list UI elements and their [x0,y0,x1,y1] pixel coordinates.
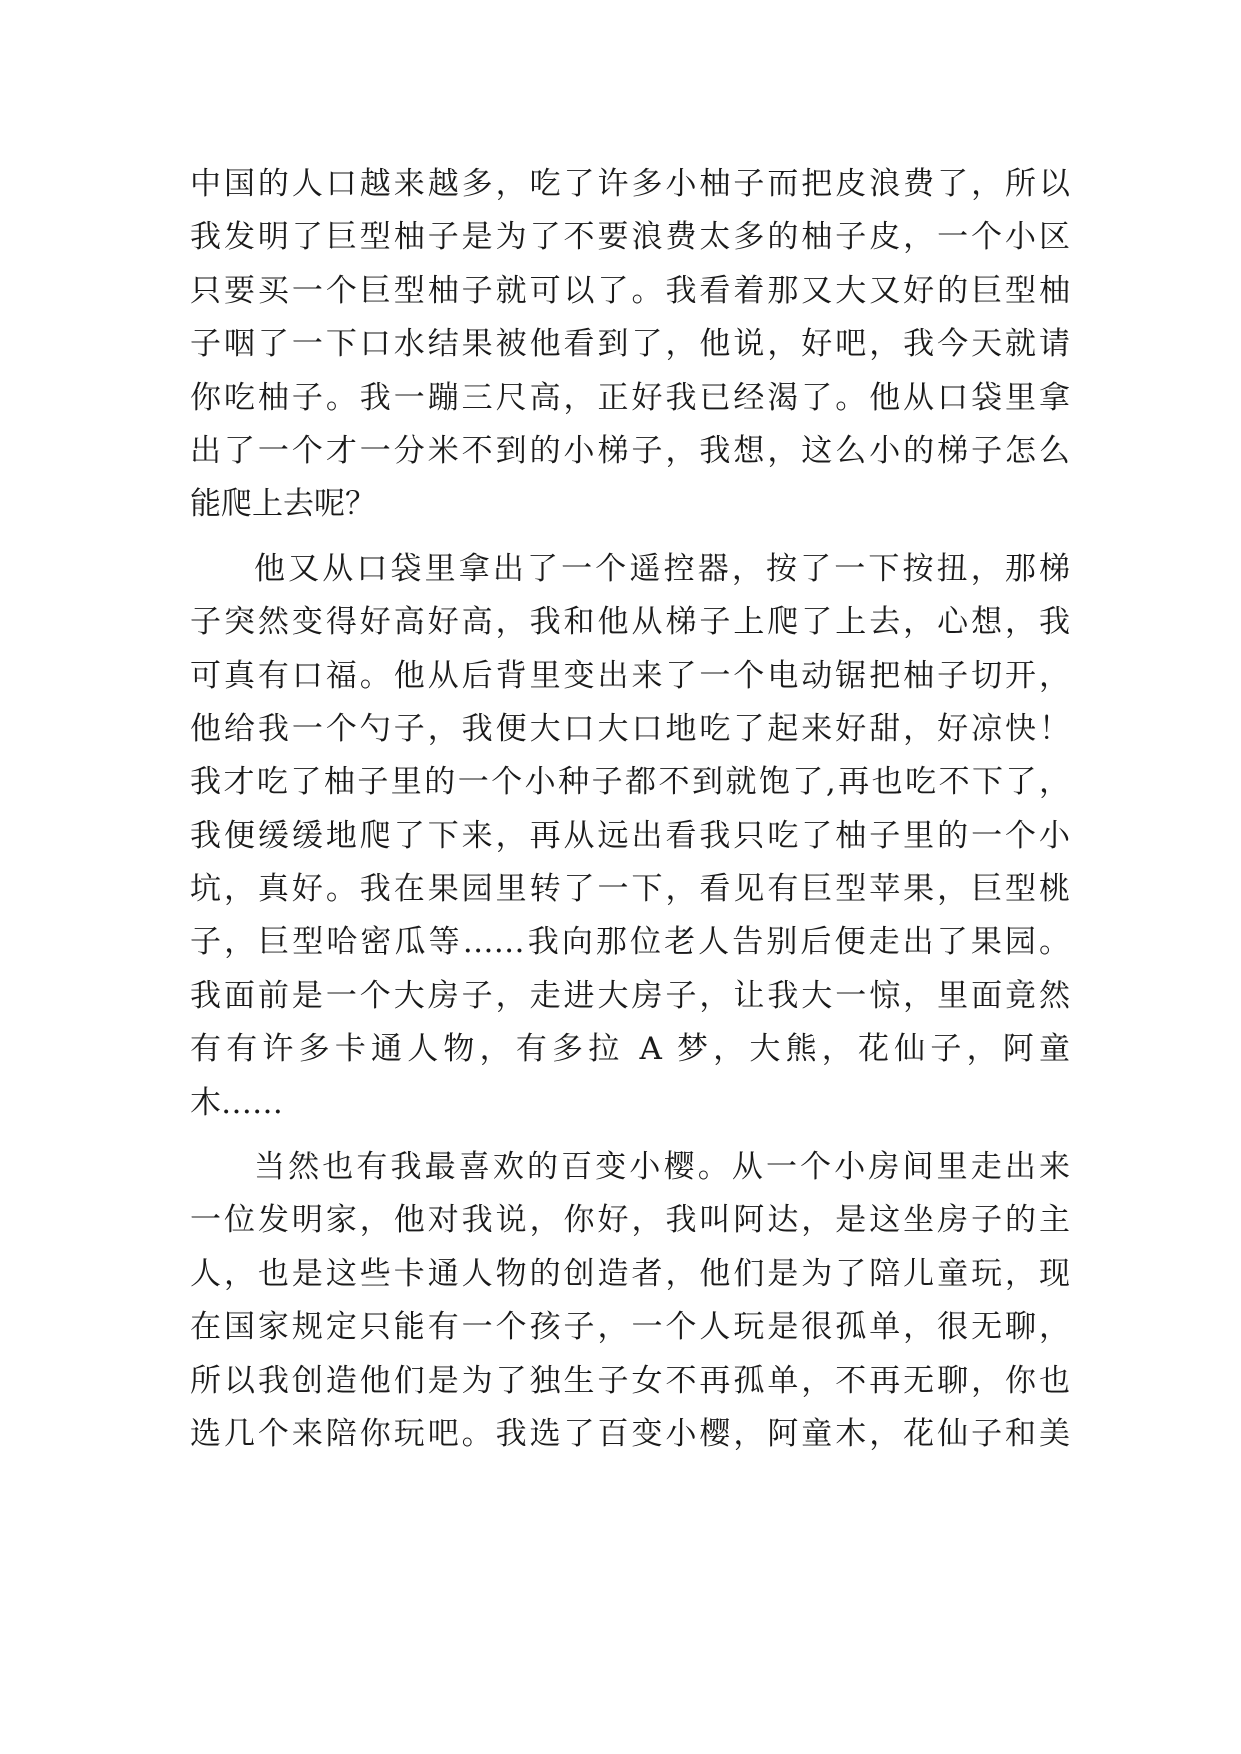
essay-body [190,158,1070,1461]
text-line: 坑，真好。我在果园里转了一下，看见有巨型苹果，巨型桃 [190,871,1070,908]
text-line: 子，巨型哈密瓜等……我向那位老人告别后便走出了果园。 [190,924,1070,961]
text-line: 在国家规定只能有一个孩子，一个人玩是很孤单，很无聊， [190,1309,1070,1346]
text-line: 他又从口袋里拿出了一个遥控器，按了一下按扭，那梯 [254,550,1070,587]
paragraph-gap [190,1130,1070,1141]
text-line: 子咽了一下口水结果被他看到了，他说，好吧，我今天就请 [190,326,1070,363]
text-line: 当然也有我最喜欢的百变小樱。从一个小房间里走出来 [254,1149,1070,1186]
text-line: 我才吃了柚子里的一个小种子都不到就饱了,再也吃不下了， [190,764,1070,801]
text-line: 只要买一个巨型柚子就可以了。我看着那又大又好的巨型柚 [190,272,1070,309]
text-line: 我面前是一个大房子，走进大房子，让我大一惊，里面竟然 [190,977,1070,1014]
text-line: 所以我创造他们是为了独生子女不再孤单，不再无聊，你也 [190,1362,1070,1399]
text-line: 能爬上去呢？ [190,486,376,523]
text-line: 有有许多卡通人物，有多拉 A 梦，大熊，花仙子，阿童 [190,1031,1070,1068]
text-line: 人，也是这些卡通人物的创造者，他们是为了陪儿童玩，现 [190,1255,1070,1292]
paragraph-gap [190,532,1070,543]
text-line: 子突然变得好高好高，我和他从梯子上爬了上去，心想，我 [190,604,1070,641]
text-line: 你吃柚子。我一蹦三尺高，正好我已经渴了。他从口袋里拿 [190,379,1070,416]
paragraph [190,543,1070,1130]
text-line: 可真有口福。他从后背里变出来了一个电动锯把柚子切开， [190,657,1070,694]
text-line: 我便缓缓地爬了下来，再从远出看我只吃了柚子里的一个小 [190,817,1070,854]
text-line: 一位发明家，他对我说，你好，我叫阿达，是这坐房子的主 [190,1202,1070,1239]
text-line: 出了一个才一分米不到的小梯子，我想，这么小的梯子怎么 [190,432,1070,469]
paragraph [190,158,1070,532]
text-line: 选几个来陪你玩吧。我选了百变小樱，阿童木，花仙子和美 [190,1415,1070,1452]
paragraph [190,1141,1070,1461]
text-line: 木…… [190,1084,283,1121]
text-line: 我发明了巨型柚子是为了不要浪费太多的柚子皮，一个小区 [190,219,1070,256]
text-line: 中国的人口越来越多，吃了许多小柚子而把皮浪费了，所以 [190,166,1070,202]
text-line: 他给我一个勺子，我便大口大口地吃了起来好甜，好凉快！ [190,710,1070,747]
